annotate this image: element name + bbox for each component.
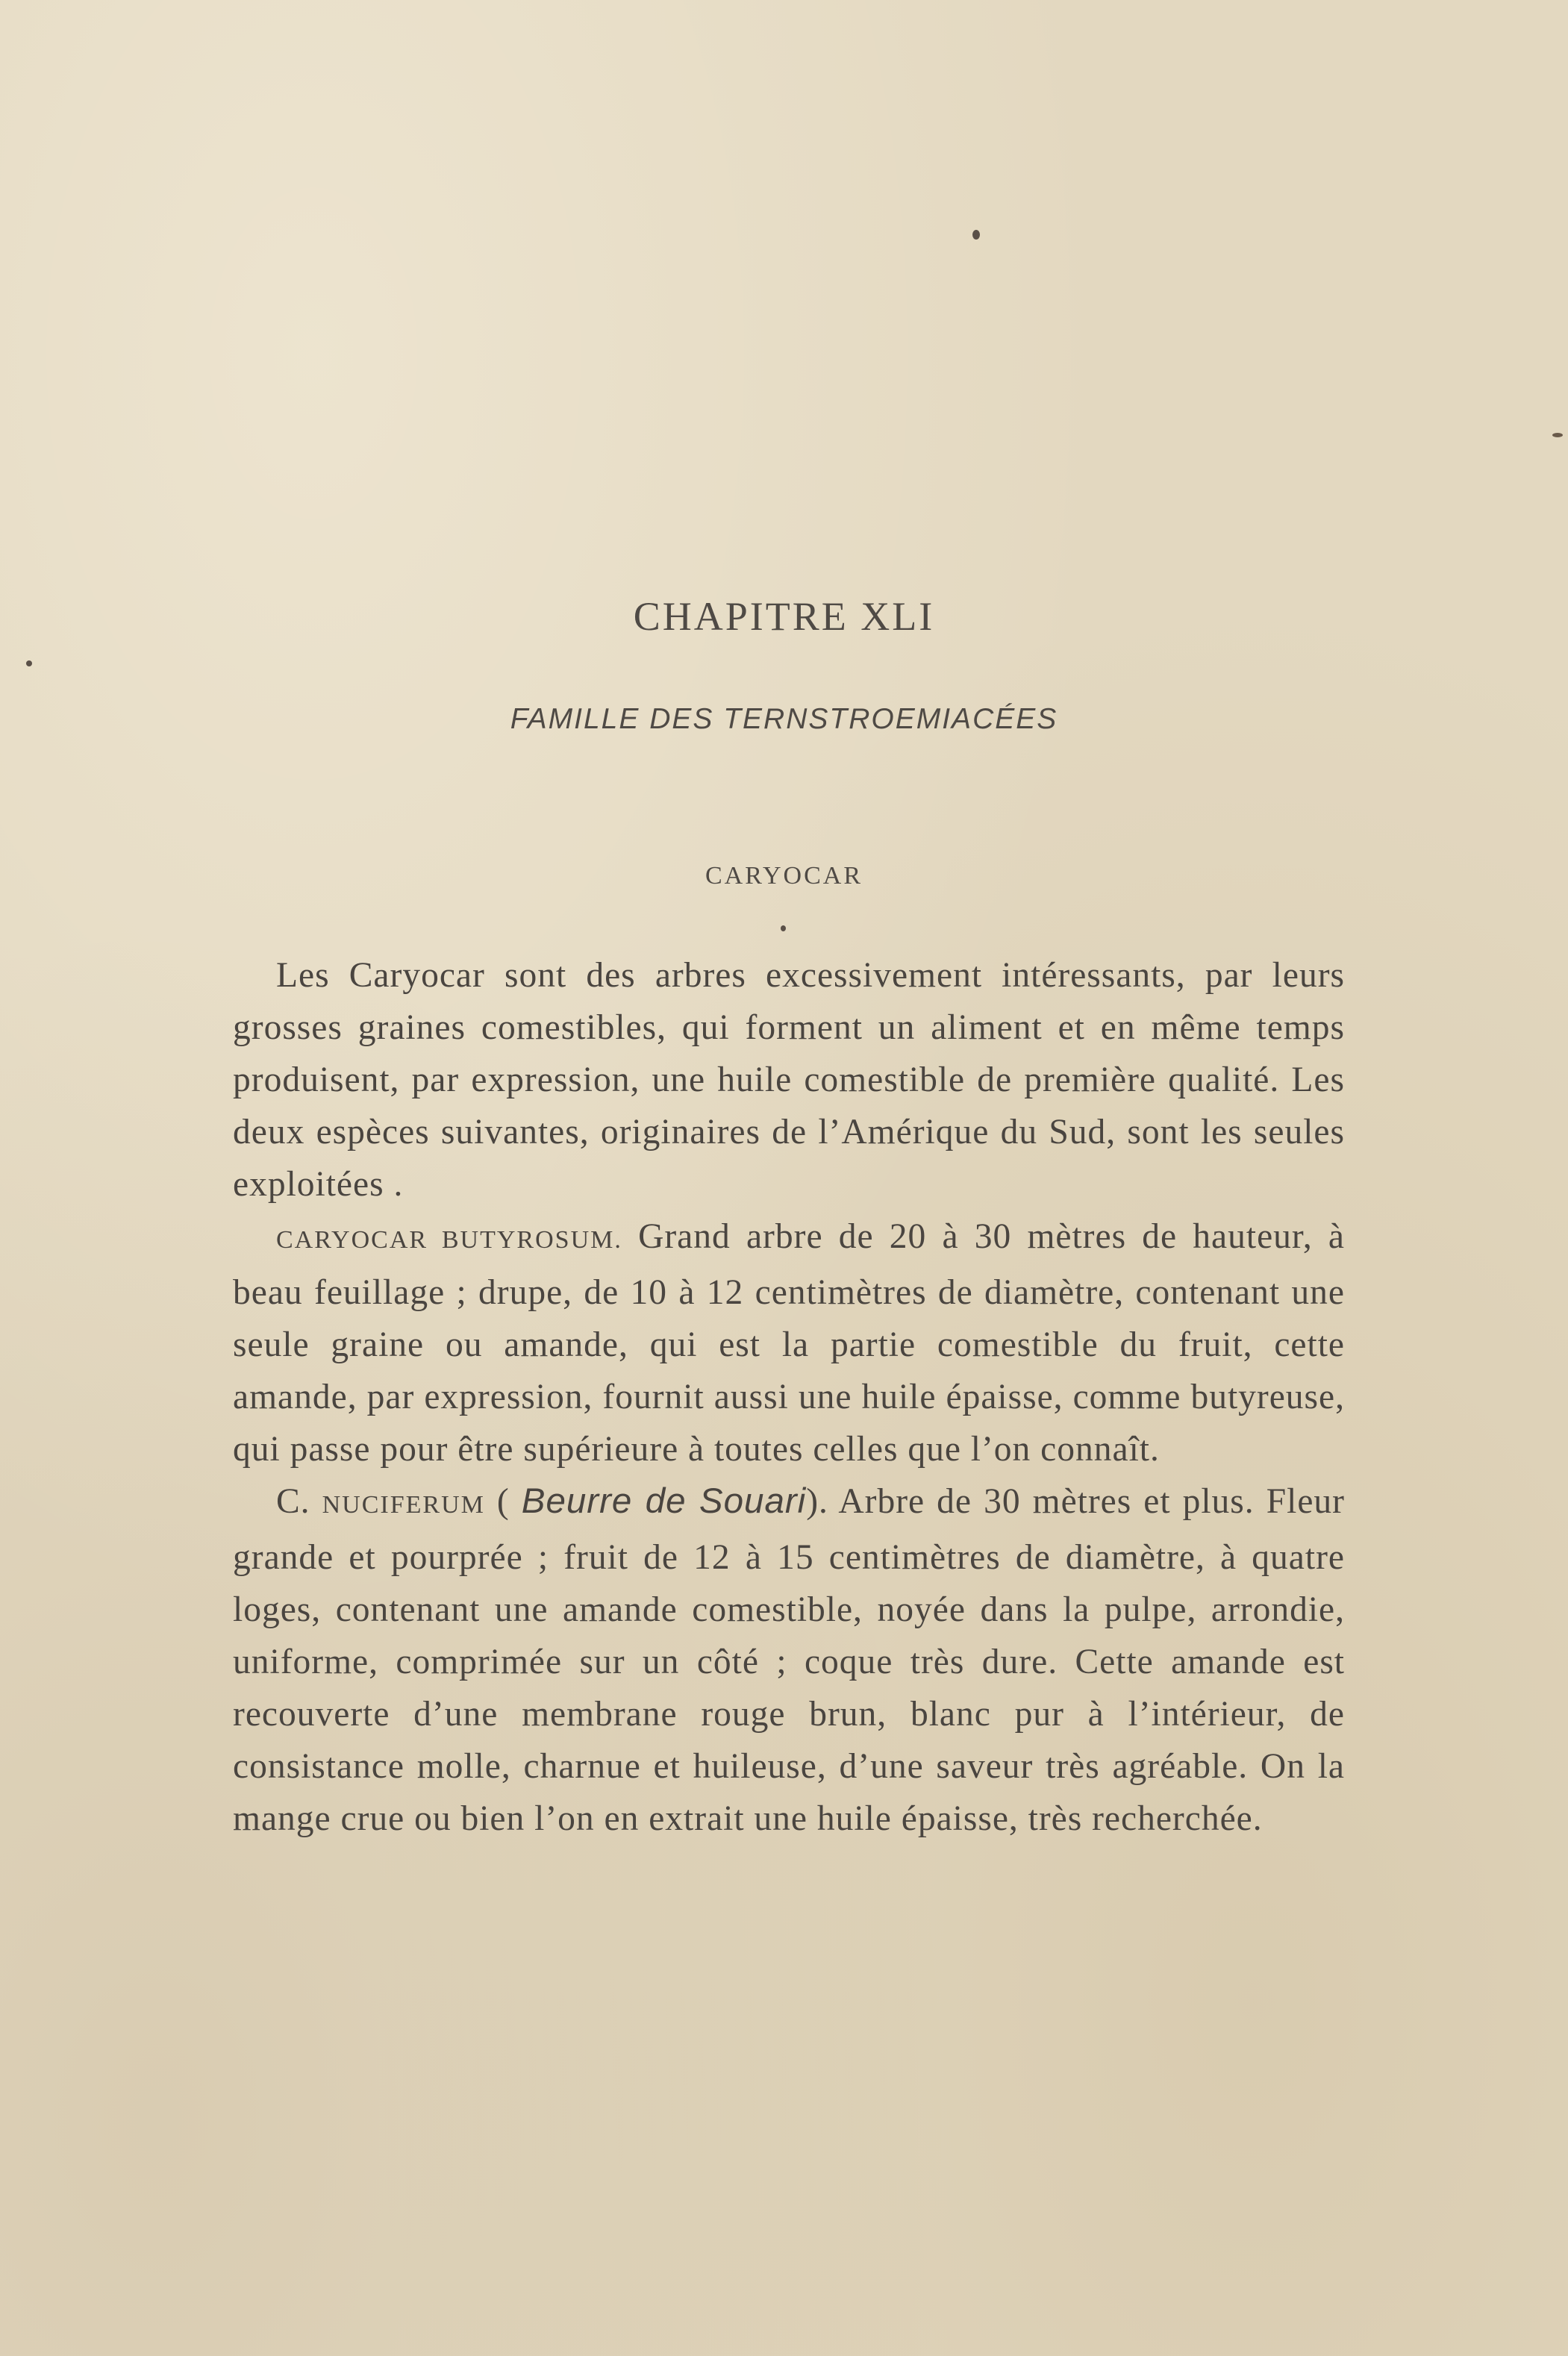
butyrosum-paragraph xyxy=(233,1210,1345,1475)
ink-speck xyxy=(972,230,980,240)
chapter-title: CHAPITRE XLI xyxy=(633,594,935,639)
species-name-nuciferum: NUCIFERUM xyxy=(322,1491,485,1519)
nuciferum-description: Arbre de 30 mètres et plus. Fleur grande et pourprée ; fruit de 12 à 15 centimètres de diamètre, à quatre loges, contenant une amande comestible, noyée dans la pulpe, arrondie, uniforme, comprimée sur un côté ; coque très dure. Cette amande est recouverte d’une membrane rouge brun, blanc pur à l’intérieur, de consistance molle, charnue et huileuse, d’une saveur très agréable. On la mange crue ou bien l’on en extrait une huile épaisse, très recherchée. xyxy=(233,1482,1345,1838)
ink-speck xyxy=(26,660,32,666)
paren-open: ( xyxy=(484,1482,522,1521)
butyrosum-description: Grand arbre de 20 à 30 mètres de hauteur, à beau feuillage ; drupe, de 10 à 12 centimètres de diamètre, contenant une seule graine ou amande, qui est la partie comestible du fruit, cette amande, par expression, fournit aussi une huile épaisse, comme butyreuse, qui passe pour être supérieure à toutes celles que l’on connaît. xyxy=(233,1217,1345,1469)
nuciferum-paragraph xyxy=(233,1475,1345,1845)
genus-abbrev: C. xyxy=(276,1482,322,1521)
paren-close: ). xyxy=(806,1482,828,1521)
species-name-butyrosum: CARYOCAR BUTYROSUM. xyxy=(276,1226,622,1254)
common-name: Beurre de Souari xyxy=(521,1481,807,1521)
section-title: CARYOCAR xyxy=(705,862,863,890)
family-title: FAMILLE DES TERNSTROEMIACÉES xyxy=(510,703,1058,735)
body-text xyxy=(233,949,1345,1845)
ink-speck xyxy=(1552,433,1563,437)
ink-speck xyxy=(781,925,786,931)
intro-paragraph: Les Caryocar sont des arbres excessivement intéressants, par leurs grosses graines comestibles, qui forment un aliment et en même temps produisent, par expression, une huile comestible de première qualité. Les deux espèces suivantes, originaires de l’Amérique du Sud, sont les seules exploitées . xyxy=(233,956,1345,1204)
